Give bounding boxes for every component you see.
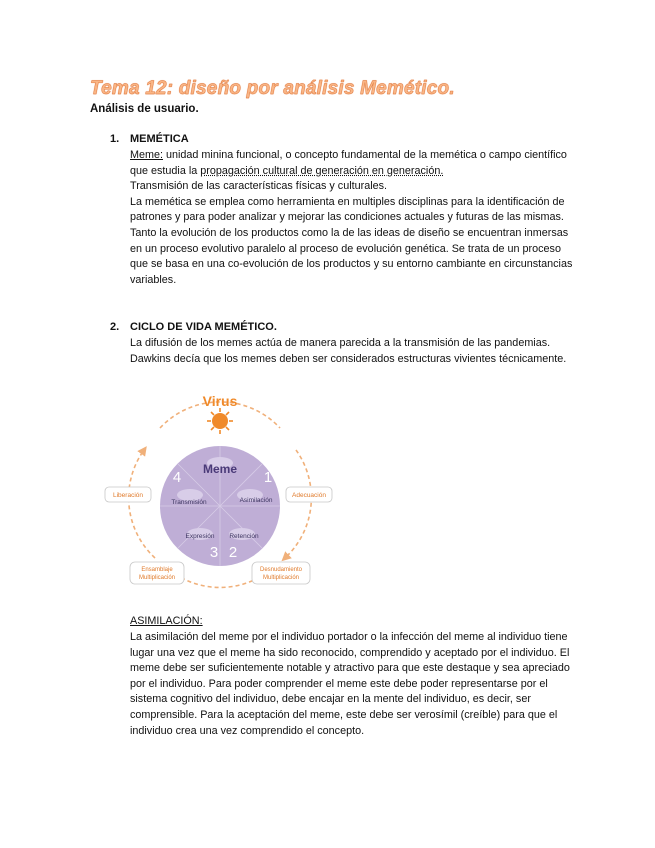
box-desnudamiento-line1: Desnudamiento xyxy=(259,567,303,573)
meme-definition-highlight: propagación cultural de generación en generación. xyxy=(200,164,444,177)
section-1-heading xyxy=(110,133,189,145)
meme-definition-text: unidad minina funcional, o concepto fundamental de la memética o campo científico que estudia la xyxy=(130,149,567,177)
meme-term: Meme: xyxy=(130,149,163,161)
asimilacion-heading xyxy=(130,614,580,630)
box-ensamblaje-line1: Ensamblaje xyxy=(141,567,173,573)
box-liberacion xyxy=(105,487,151,502)
label-asimilacion: Asimilación xyxy=(239,497,273,504)
section-1-body xyxy=(130,148,580,288)
document-title: Tema 12: diseño por análisis Memético. xyxy=(90,78,455,99)
orbit-arc-right xyxy=(285,450,311,558)
orbit-arc-bottom xyxy=(175,574,265,587)
box-ensamblaje xyxy=(130,562,184,584)
box-desnudamiento xyxy=(252,562,310,584)
asimilacion-title: ASIMILACIÓN: xyxy=(130,615,203,627)
virus-label: Virus xyxy=(202,393,238,409)
quadrant-number-2: 2 xyxy=(228,544,238,561)
box-ensamblaje-line2: Multiplicación xyxy=(138,575,176,581)
quadrant-number-1: 1 xyxy=(263,469,273,486)
disciplines-paragraph: La memética se emplea como herramienta en multiples disciplinas para la identificación de patrones y para poder analizar y mejorar las condiciones actuales y futuras de las mismas. xyxy=(130,195,565,224)
label-transmision: Transmisión xyxy=(171,499,207,506)
memetic-lifecycle-diagram xyxy=(100,388,340,600)
quadrant-number-3: 3 xyxy=(209,544,219,561)
document-subtitle: Análisis de usuario. xyxy=(90,103,199,115)
section-2-number: 2. xyxy=(110,321,120,333)
label-retencion: Retención xyxy=(229,533,259,540)
quadrant-number-4: 4 xyxy=(172,469,182,486)
box-adecuacion-label: Adecuación xyxy=(292,492,326,499)
section-1-number: 1. xyxy=(110,133,120,145)
section-2-title: CICLO DE VIDA MEMÉTICO. xyxy=(130,321,277,333)
section-2-body xyxy=(130,336,580,367)
evolution-paragraph: Tanto la evolución de los productos como la de las ideas de diseño se encuentran inmersas en un proceso evolutivo paralelo al proceso de evolución genética. Se trata de un proceso que se basa en una co-evolución de los productos y su entorno cambiante en circunstancias variables. xyxy=(130,226,573,286)
box-adecuacion xyxy=(286,487,332,502)
transmission-line: Transmisión de las características físicas y culturales. xyxy=(130,180,388,193)
label-expresion: Expresión xyxy=(185,533,215,540)
meme-definition xyxy=(130,148,580,179)
virus-sun-icon xyxy=(207,408,233,434)
asimilacion-paragraph: La asimilación del meme por el individuo portador o la infección del meme al individuo tiene lugar una vez que el meme ha sido reconocido, comprendido y aceptado por el individuo. El meme debe ser suficientemente notable y atractivo para que este destaque y sea apreciado por el individuo. Para poder comprender el meme este debe poder representarse por el sistema cognitivo del individuo, debe encajar en la mente del individuo, es decir, ser comprensible. Para la aceptación del meme, este debe ser verosímil (creíble) para que el individuo crea una vez comprendido el concepto. xyxy=(130,631,570,737)
meme-center-label: Meme xyxy=(202,462,238,476)
lifecycle-diagram-svg xyxy=(100,388,340,600)
orbit-arc-left xyxy=(129,450,155,558)
box-liberacion-label: Liberación xyxy=(113,492,143,499)
diffusion-paragraph: La difusión de los memes actúa de manera parecida a la transmisión de las pandemias. Dawkins decía que los memes deben ser considerados estructuras vivientes técnicamente. xyxy=(130,337,567,365)
asimilacion-body xyxy=(130,630,580,739)
box-desnudamiento-line2: Multiplicación xyxy=(262,575,300,581)
section-1-title: MEMÉTICA xyxy=(130,133,189,145)
section-2-heading xyxy=(110,321,277,333)
